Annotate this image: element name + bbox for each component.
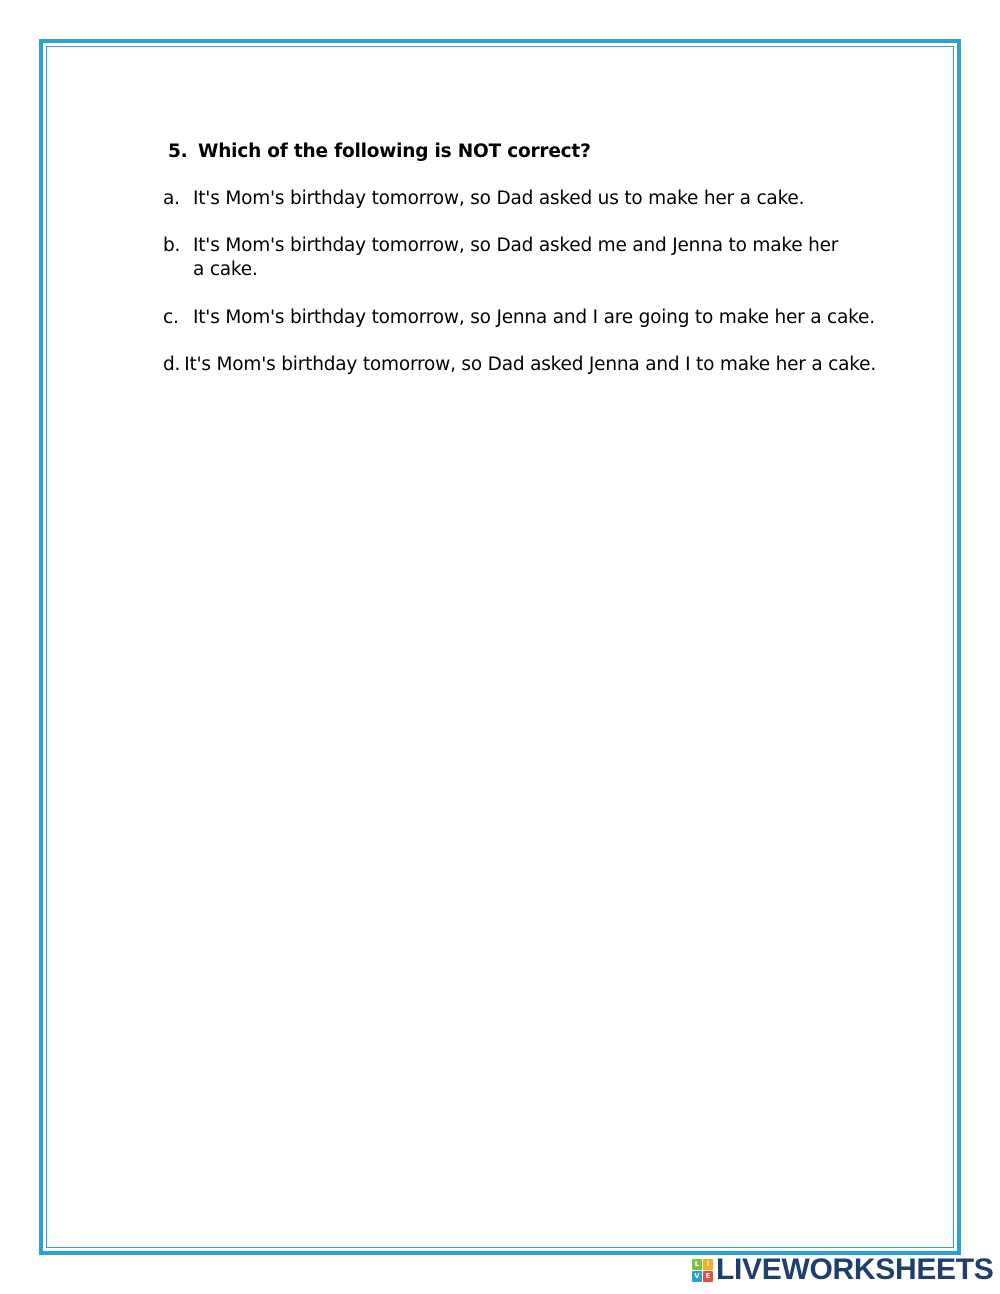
option-text: It's Mom's birthday tomorrow, so Dad asked me and Jenna to make her a cake. — [193, 235, 839, 280]
option-b[interactable] — [163, 234, 843, 282]
option-letter: b. — [163, 235, 181, 256]
option-a[interactable] — [163, 187, 863, 211]
option-text: It's Mom's birthday tomorrow, so Dad asked us to make her a cake. — [193, 188, 805, 209]
logo-block-l: L — [692, 1259, 702, 1270]
option-text: It's Mom's birthday tomorrow, so Jenna and I are going to make her a cake. — [193, 307, 875, 328]
liveworksheets-logo[interactable] — [692, 1253, 994, 1286]
question-number: 5. — [168, 141, 188, 162]
logo-text: LIVEWORKSHEETS — [716, 1253, 994, 1286]
page-border-inner — [46, 46, 954, 1248]
option-text: It's Mom's birthday tomorrow, so Dad asked Jenna and I to make her a cake. — [184, 354, 877, 375]
option-c[interactable] — [163, 306, 883, 330]
option-letter: d. — [163, 354, 181, 375]
page-border — [39, 39, 961, 1255]
question-text: Which of the following is NOT correct? — [198, 141, 591, 162]
logo-block-v: V — [692, 1271, 702, 1282]
logo-block-e: E — [703, 1271, 713, 1282]
question-heading — [168, 141, 591, 162]
liveworksheets-blocks-icon — [692, 1259, 713, 1282]
option-letter: a. — [163, 188, 180, 209]
option-letter: c. — [163, 307, 179, 328]
option-d[interactable] — [163, 353, 893, 377]
logo-block-i: I — [703, 1259, 713, 1270]
